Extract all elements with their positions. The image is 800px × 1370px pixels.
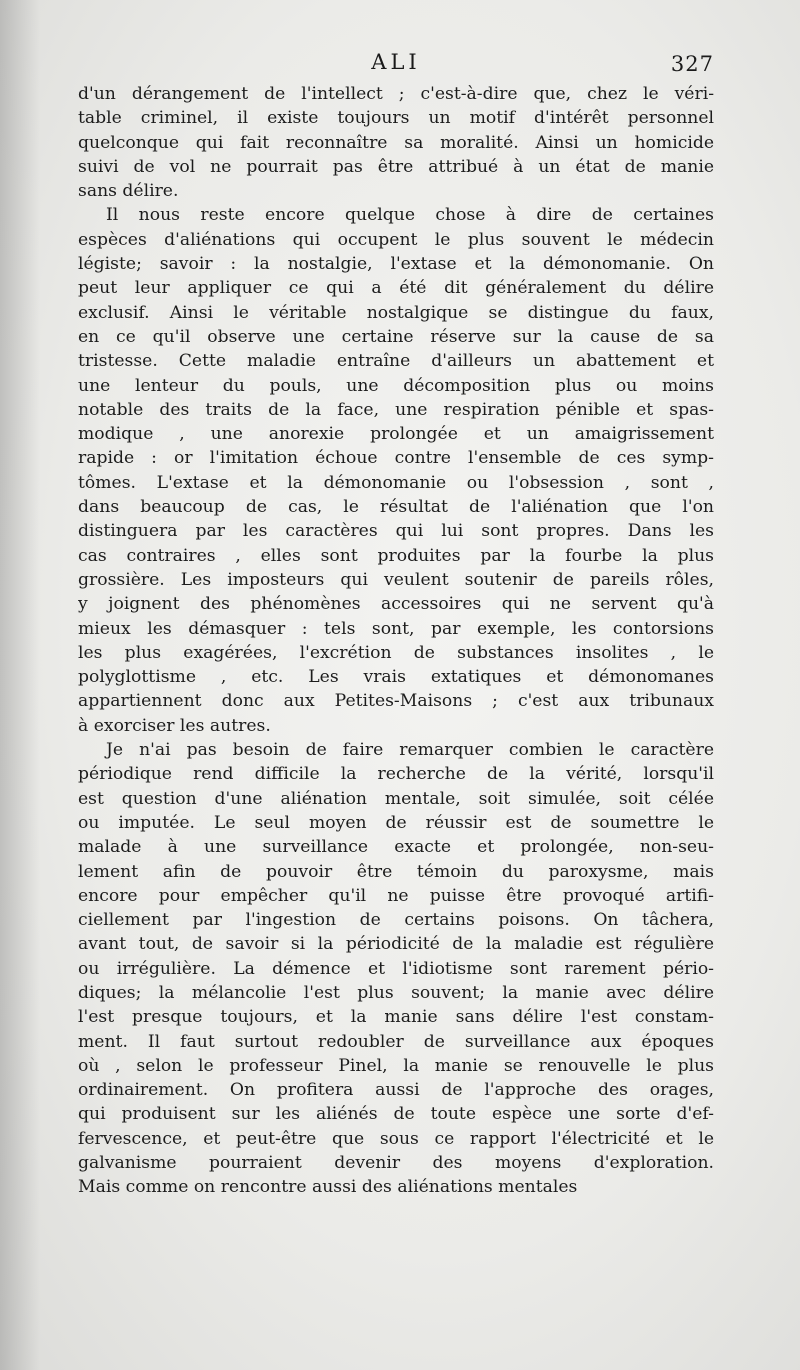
text-line: ou irrégulière. La démence et l'idiotisme sont rarement pério-	[78, 958, 714, 979]
text-line: table criminel, il existe toujours un motif d'intérêt personnel	[78, 108, 714, 129]
text-line: mieux les démasquer : tels sont, par exemple, les contorsions	[78, 618, 714, 639]
text-line: suivi de vol ne pourrait pas être attribué à un état de manie	[78, 156, 714, 177]
text-line: légiste; savoir : la nostalgie, l'extase et la démonomanie. On	[78, 254, 714, 275]
text-line: y joignent des phénomènes accessoires qui ne servent qu'à	[78, 594, 714, 615]
text-line: peut leur appliquer ce qui a été dit généralement du délire	[78, 278, 714, 299]
text-line: avant tout, de savoir si la périodicité de la maladie est régulière	[78, 934, 714, 955]
text-line: Il nous reste encore quelque chose à dire de certaines	[106, 205, 714, 226]
text-line: ment. Il faut surtout redoubler de surveillance aux époques	[78, 1031, 714, 1052]
text-line: diques; la mélancolie l'est plus souvent; la manie avec délire	[78, 982, 714, 1003]
text-line: exclusif. Ainsi le véritable nostalgique se distingue du faux,	[78, 302, 714, 323]
body-text	[78, 82, 714, 1200]
text-line: Mais comme on rencontre aussi des aliénations mentales	[78, 1177, 578, 1198]
text-line: notable des traits de la face, une respiration pénible et spas-	[78, 399, 714, 420]
text-line: qui produisent sur les aliénés de toute espèce une sorte d'ef-	[78, 1104, 714, 1125]
text-line: lement afin de pouvoir être témoin du paroxysme, mais	[78, 861, 714, 882]
text-line: d'un dérangement de l'intellect ; c'est-à-dire que, chez le véri-	[78, 84, 714, 104]
text-line: sans délire.	[78, 181, 179, 202]
text-line: où , selon le professeur Pinel, la manie se renouvelle le plus	[78, 1055, 714, 1076]
text-line: cas contraires , elles sont produites par la fourbe la plus	[78, 545, 714, 566]
text-line: Je n'ai pas besoin de faire remarquer combien le caractère	[106, 740, 714, 761]
text-line: galvanisme pourraient devenir des moyens d'exploration.	[78, 1153, 714, 1174]
text-line: à exorciser les autres.	[78, 715, 271, 736]
page-gutter-shadow	[0, 0, 40, 1370]
text-line: quelconque qui fait reconnaître sa moralité. Ainsi un homicide	[78, 132, 714, 153]
text-line: distinguera par les caractères qui lui sont propres. Dans les	[78, 521, 714, 542]
text-line: tristesse. Cette maladie entraîne d'ailleurs un abattement et	[78, 351, 714, 372]
text-line: tômes. L'extase et la démonomanie ou l'obsession , sont ,	[78, 472, 714, 493]
text-line: les plus exagérées, l'excrétion de substances insolites , le	[78, 642, 714, 663]
text-line: ciellement par l'ingestion de certains poisons. On tâchera,	[78, 910, 714, 931]
text-line: l'est presque toujours, et la manie sans délire l'est constam-	[78, 1007, 714, 1028]
page-number: 327	[670, 52, 714, 76]
text-line: modique , une anorexie prolongée et un amaigrissement	[78, 424, 714, 445]
text-line: espèces d'aliénations qui occupent le plus souvent le médecin	[78, 229, 714, 250]
text-line: encore pour empêcher qu'il ne puisse être provoqué artifi-	[78, 885, 714, 906]
text-line: est question d'une aliénation mentale, soit simulée, soit célée	[78, 788, 714, 809]
running-title: ALI	[371, 50, 421, 74]
text-line: rapide : or l'imitation échoue contre l'ensemble de ces symp-	[78, 448, 714, 469]
text-line: ou imputée. Le seul moyen de réussir est de soumettre le	[78, 812, 714, 833]
text-line: fervescence, et peut-être que sous ce rapport l'électricité et le	[78, 1128, 714, 1149]
text-line: ordinairement. On profitera aussi de l'approche des orages,	[78, 1080, 714, 1101]
page-header	[78, 50, 714, 84]
text-line: dans beaucoup de cas, le résultat de l'aliénation que l'on	[78, 497, 714, 518]
text-line: polyglottisme , etc. Les vrais extatiques et démonomanes	[78, 667, 714, 688]
text-line: malade à une surveillance exacte et prolongée, non-seu-	[78, 837, 714, 858]
text-line: une lenteur du pouls, une décomposition plus ou moins	[78, 375, 714, 396]
text-line: appartiennent donc aux Petites-Maisons ; c'est aux tribunaux	[78, 691, 714, 712]
text-line: grossière. Les imposteurs qui veulent soutenir de pareils rôles,	[78, 569, 714, 590]
text-line: en ce qu'il observe une certaine réserve sur la cause de sa	[78, 326, 714, 347]
text-line: périodique rend difficile la recherche de la vérité, lorsqu'il	[78, 764, 714, 785]
